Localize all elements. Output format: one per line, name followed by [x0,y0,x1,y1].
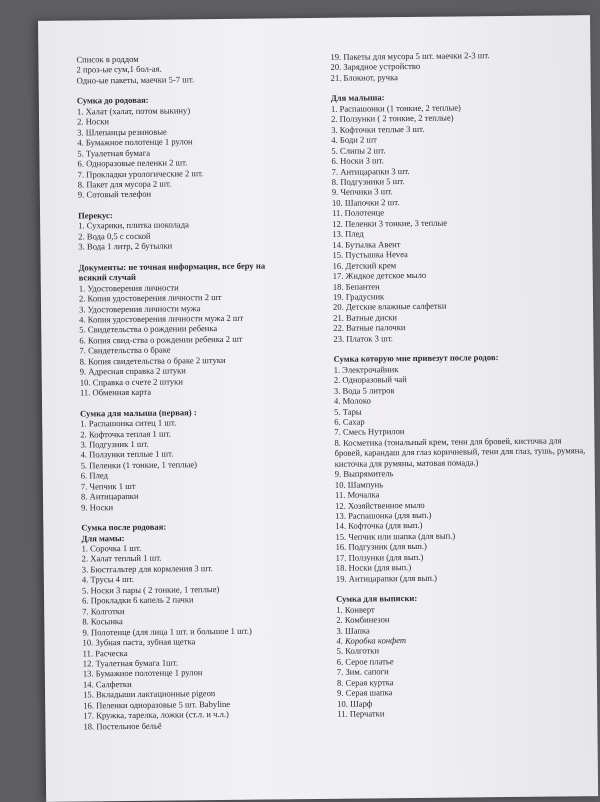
list-item: 10. Шампунь [334,478,384,490]
list-item: 3. Шлепанцы резиновые [77,126,167,138]
section-title: Сумка до родовая: [76,95,149,106]
list-item: 4. Молоко [333,395,371,406]
section-discharge-bag [336,591,592,719]
list-item: 4. Трусы 4 шт. [81,574,134,585]
list-item: 9. Адресная справка 2 штуки [79,365,186,377]
list-item: 9. Выпрямитель [334,468,394,480]
list-item: 5. Слипы 2 шт. [331,144,386,156]
list-item: 1. Конверт [336,604,375,615]
list-item: 14. Бутылка Авент [332,238,401,250]
intro-line: Одно-ые пакеты, маечки 5-7 шт. [76,74,195,86]
list-item: 3. Подгузник 1 шт. [80,438,149,450]
list-item: 6. Прокладки 6 капель 2 пачки [82,594,194,606]
section-subtitle: Для мамы: [81,532,125,544]
list-item: 15. Чепчик или шапка (для вып.) [335,530,456,542]
list-item: 8. Антицарапки [80,491,139,502]
intro-line: 2 проз-ые сум,1 бол-ая. [76,64,162,75]
section-bag-brought-after [334,351,591,584]
list-item: 8. Подгузники 5 шт. [331,176,405,187]
list-item: 21. Блокнот, ручка [330,72,399,83]
list-item: 2. Копия удостоверения личности 2 шт [78,292,222,304]
list-item: 13. Плед [332,228,364,240]
list-item: 7. Антицарапки 3 шт. [331,165,410,177]
list-item: 1. Сухарики, плитка шоколада [78,219,189,231]
list-item: 14. Кофточка (для вып.) [335,520,423,532]
list-item-italic: 4. Коробка конфет [336,635,407,646]
list-item: 9. Сотовый телефон [77,189,152,200]
list-item: 21. Ватные диски [333,312,398,323]
list-item: 6. Плед [80,470,109,481]
list-item: 7. Смесь Нутрилон [334,426,405,438]
list-item: 7. Свидетельства о браке [79,344,171,356]
list-item: 11. Мочалка [334,489,380,500]
list-item: 1. Распашонка ситец 1 шт. [80,417,177,429]
list-item: 5. Колготки [336,645,380,657]
list-item: 12. Туалетная бумага 1шт. [82,657,179,669]
section-snack [78,208,328,252]
list-item: 2. Носки [77,116,110,127]
list-item: 1. Электрочайник [333,363,399,375]
list-item: 12. Пеленки 3 тонкие, 3 теплые [332,217,448,229]
list-item: 17. Ползунки (для вып.) [335,551,424,563]
section-title: Для малыша: [330,92,385,104]
list-item: 8. Пакет для мусора 2 шт. [77,178,172,190]
list-item: 6. Сахар [334,416,365,427]
list-item: 6. Одноразовые пеленки 2 шт. [77,157,188,169]
list-item: 8. Серая куртка [336,677,394,688]
list-item: 16. Детский крем [332,259,397,271]
list-item: 19. Антицарапки (для вып.) [335,572,437,584]
list-item: 7. Чепчик 1 шт [80,480,136,492]
section-title: Сумка которую мне привезут после родов: [333,352,499,365]
list-item: 5. Носки 3 пары ( 2 тонкие, 1 теплые) [81,583,220,596]
section-title: Сумка для малыша (первая) : [80,406,197,419]
list-item: 7. Прокладки урологические 2 шт. [77,167,204,180]
list-item: 5. Пеленки (1 тонкие, 1 теплые) [80,459,198,471]
list-item: 10. Справка о счете 2 штуки [79,376,183,388]
list-item: 6. Серое платье [336,656,394,667]
list-item: 10. Шарф [337,698,373,709]
list-item: 19. Градусник [332,291,385,302]
list-item: 8. Косынка [82,616,123,627]
list-item: 15. Вкладыши лактационные pigeon [83,688,216,700]
list-item: 6. Копия свид-ства о рождении ребенка 2 шт [79,333,243,346]
list-item: 4. Копия удостоверения личности мужа 2 шт [79,312,244,325]
list-item: 7. Зим. сапоги [336,666,389,678]
list-item: 2. Халат теплый 1 шт. [81,553,162,564]
list-item: 3. Шапка [336,625,370,636]
list-item: 2. Ползунки ( 2 тонкие, 2 теплые) [331,112,454,125]
section-title: всякий случай [78,272,137,283]
list-item: 23. Платок 3 шт. [333,332,393,344]
section-baby-bag-first [80,405,331,512]
list-item: 5. Свидетельства о рождении ребенка [79,323,218,335]
list-item: 9. Полотенце (для лица 1 шт. и большое 1 шт.) [82,625,252,638]
list-item: 5. Туалетная бумага [77,147,151,159]
list-item: 13. Бумажное полотенце 1 рулон [82,667,203,679]
list-item: 16. Подгузник (для вып.) [335,541,427,553]
list-item: 7. Колготки [82,605,125,617]
list-item: 11. Расческа [82,647,128,659]
list-item: 22. Ватные палочки [333,322,406,334]
section-postnatal-continued [330,49,585,83]
list-item: 17. Жидкое детское мыло [332,269,427,281]
list-item: 9. Серая шапка [337,687,393,699]
list-item: 13. Распашонка (для вып.) [335,509,432,521]
list-item: 9. Носки [81,501,114,513]
list-item-cosmetics: 8. Косметика (тональный крем, тени для бровей, кисточка для бровей, карандаш для глаз коричневый, тени для глаз, тушь, румяна, кисточка для румяны, матовая помада.) [334,435,586,469]
section-title: Документы: не точная информация, все беру на [78,260,266,273]
section-documents [79,260,330,399]
intro-line: Список в роддом [76,53,139,65]
list-item: 19. Пакеты для мусора 5 шт. маечки 2-3 шт. [330,50,490,62]
list-item: 17. Кружка, тарелка, ложки (ст.л. и ч.л.) [83,709,229,721]
list-item: 10. Шапочки 2 шт. [331,197,400,208]
list-item: 1. Удостоверения личности [78,282,179,294]
list-item: 18. Бепантен [332,280,380,292]
list-item: 2. Комбинезон [336,614,390,625]
list-item: 20. Зарядное устройство [330,61,421,73]
list-item: 3. Вода 1 литр, 2 бутылки [78,240,173,252]
section-postnatal-bag [81,520,333,732]
section-prenatal-bag [77,93,328,200]
list-item: 12. Хозяйственное мыло [335,499,425,511]
list-item: 10. Зубная паста, зубная щетка [82,636,196,648]
list-item: 11. Перчатки [337,708,385,719]
list-item: 5. Тары [334,406,362,417]
list-item: 4. Боди 2 шт [331,134,377,145]
list-item: 20. Детские влажные салфетки [332,301,447,313]
list-item: 14. Салфетки [82,678,132,690]
list-item: 18. Постельное бельё [83,720,162,732]
left-column [76,52,333,732]
list-item: 1. Халат (халат, потом выкину) [76,105,191,117]
list-item: 16. Пеленки одноразовые 5 шт. Babyline [83,698,231,711]
list-item: 18. Носки (для вып.) [335,562,412,574]
list-item: 8. Копия свидетельства о браке 2 штуки [79,354,226,367]
list-item: 3. Удостоверения личности мужа [78,302,201,314]
list-item: 1. Сорочка 1 шт. [81,542,142,554]
list-item: 4. Бумажное полотенце 1 рулон [77,136,193,148]
list-item: 2. Кофточка теплая 1 шт. [80,428,171,439]
list-item: 15. Пустышка Hevea [332,249,408,260]
right-column [330,49,592,719]
list-item: 3. Кофточки теплые 3 шт. [331,123,425,135]
section-title: Сумка для выписки: [336,593,418,605]
list-item: 1. Распашонки (1 тонкие, 2 теплые) [330,102,461,114]
section-title: Перекус: [78,210,113,221]
section-title: Сумка после родовая: [81,521,167,533]
list-item: 11. Обменная карта [79,386,152,398]
list-item: 4. Ползунки теплые 1 шт. [80,448,174,460]
list-item: 11. Полотенце [331,207,385,219]
list-item: 3. Вода 5 литров [333,384,395,396]
list-item: 2. Одноразовый чай [333,374,407,385]
list-item: 6. Носки 3 шт. [331,155,384,166]
section-for-baby [331,91,589,345]
list-item: 9. Чепчики 3 шт. [331,186,393,198]
paper-sheet [38,15,598,802]
list-item: 2. Вода 0,5 с соской [78,230,151,242]
list-item: 3. Бюстгальтер для кормления 3 шт. [81,563,213,575]
intro-block [76,52,326,86]
